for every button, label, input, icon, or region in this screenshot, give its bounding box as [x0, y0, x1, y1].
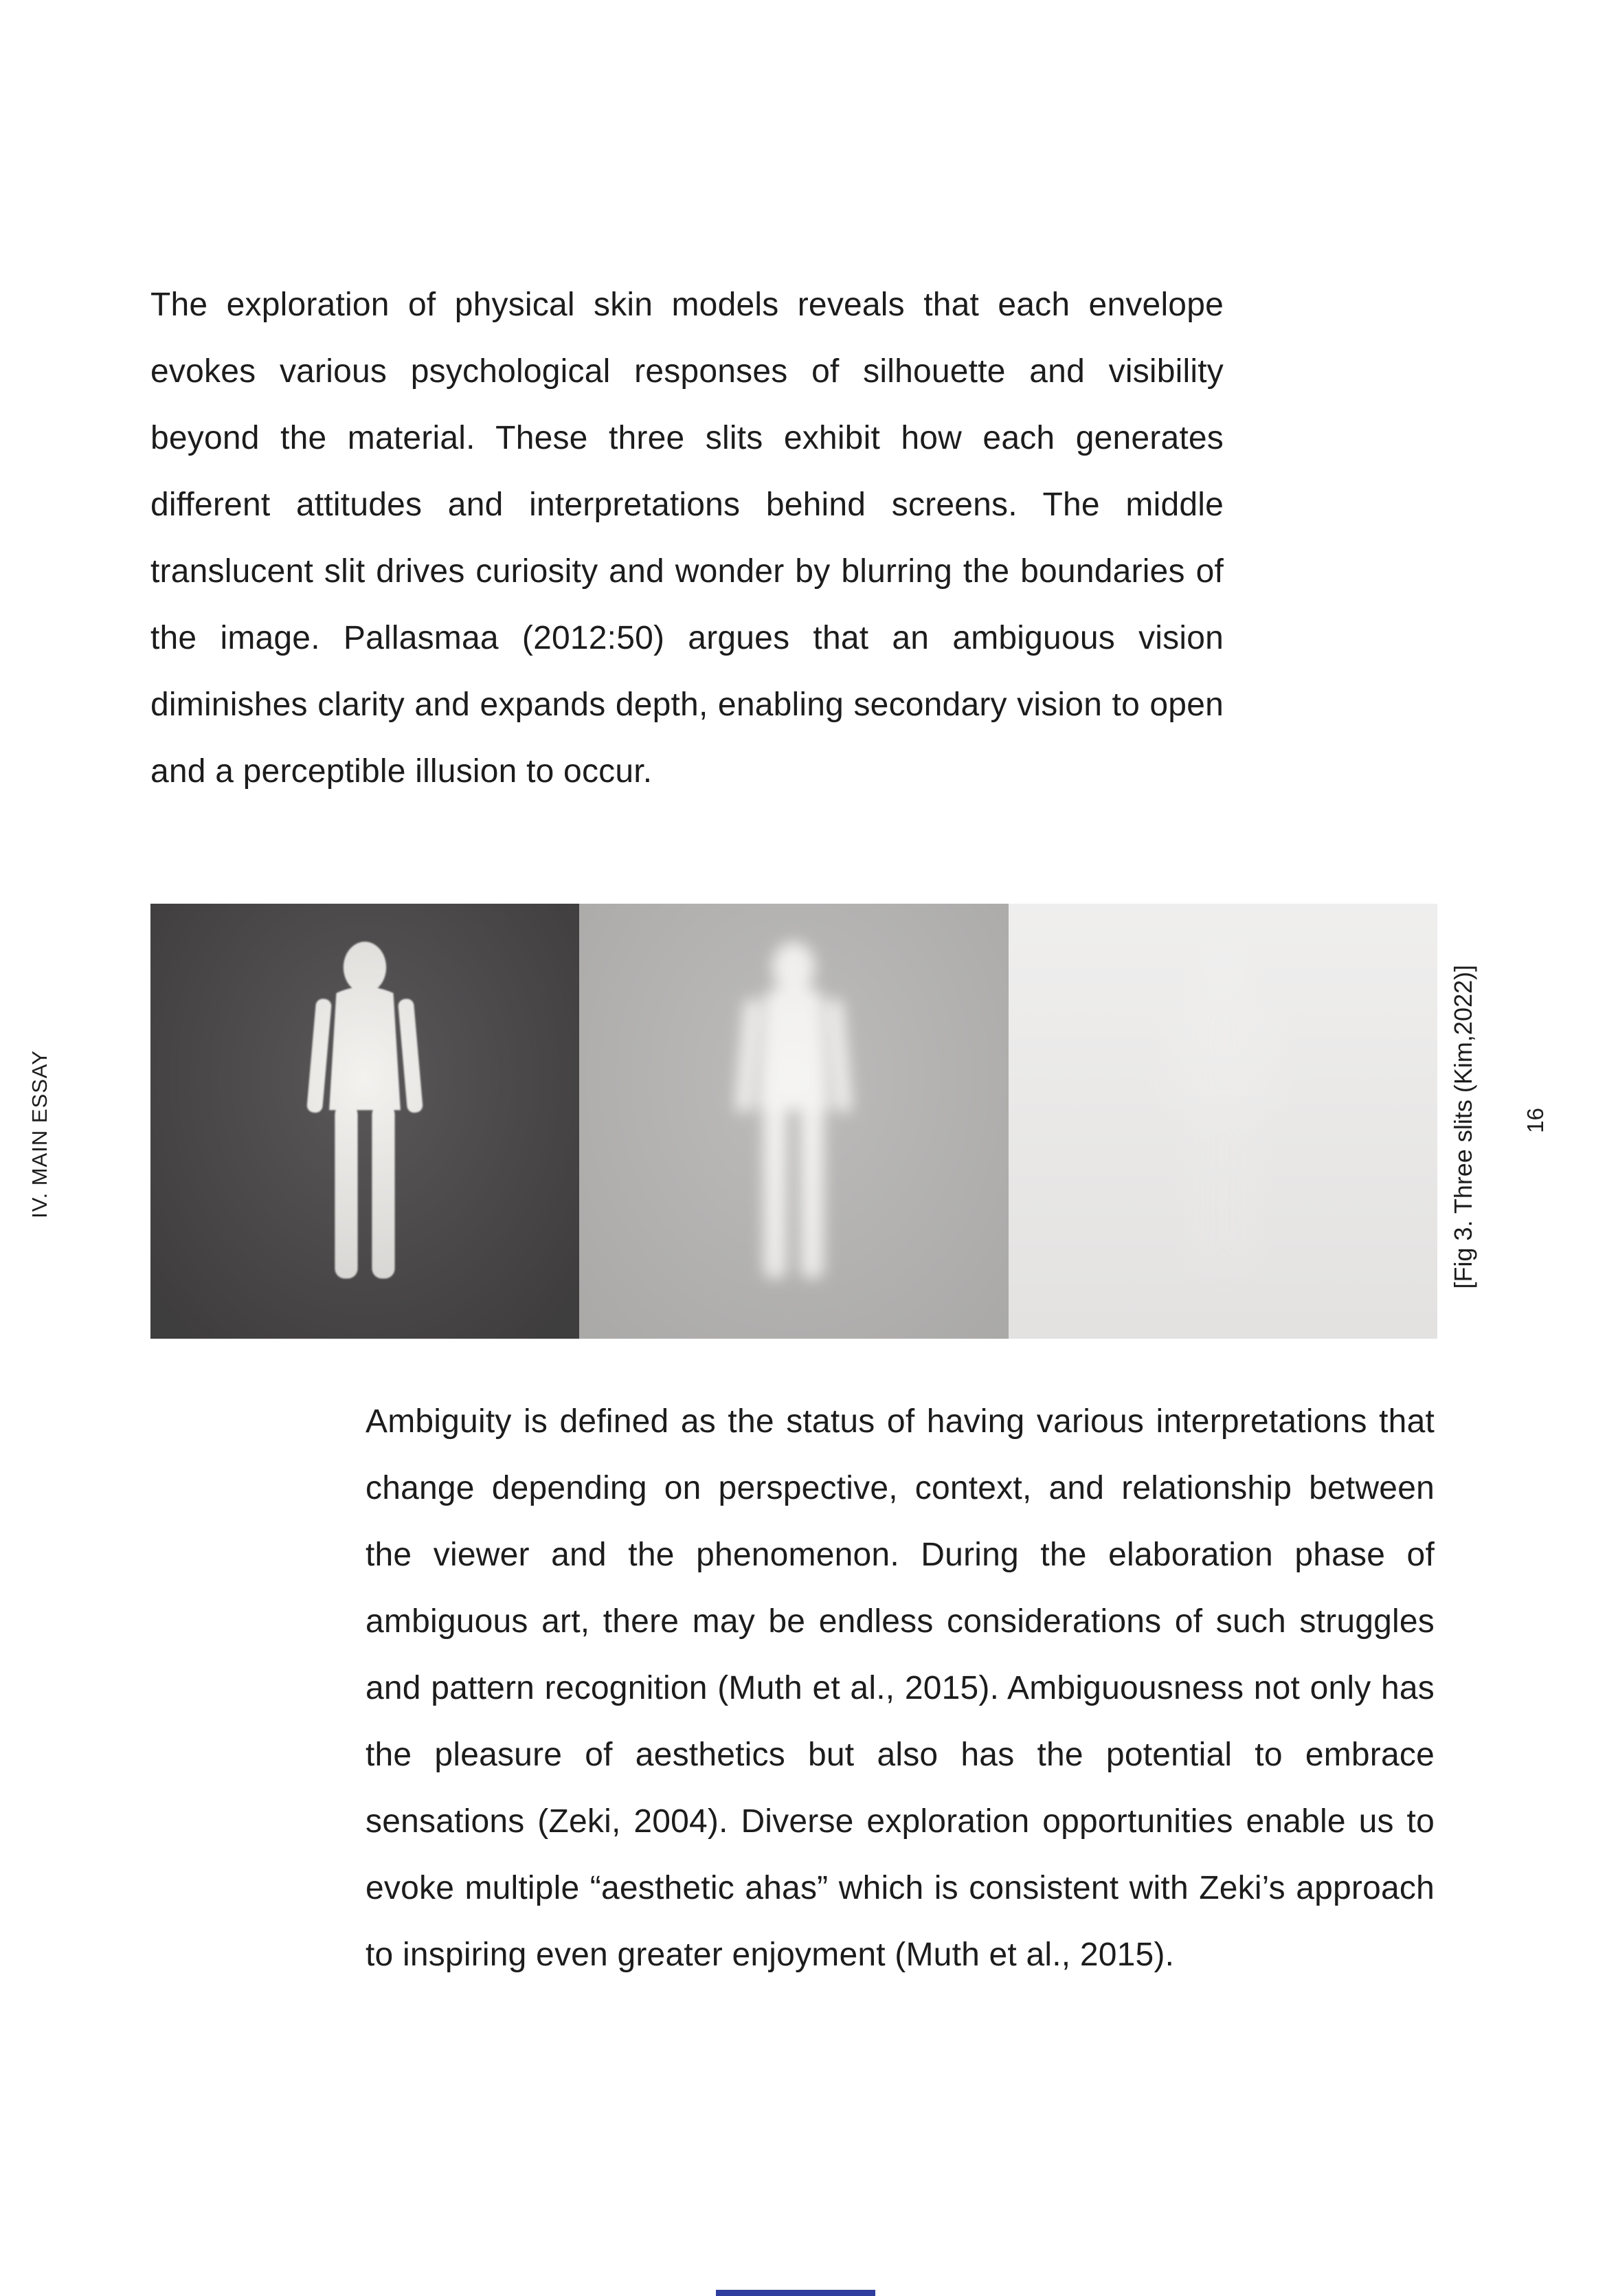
figure-three-slits — [150, 904, 1437, 1339]
body-paragraph-2: Ambiguity is defined as the status of having various interpretations that change depending on perspective, context, and relationship between the viewer and the phenomenon. During the elaboration phase of ambiguous art, there may be endless considerations of such struggles and pattern recognition (Muth et al., 2015). Ambiguousness not only has the pleasure of aesthetics but also has the potential to embrace sensations (Zeki, 2004). Diverse exploration opportunities enable us to evoke multiple “aesthetic ahas” which is consistent with Zeki’s approach to inspiring even greater enjoyment (Muth et al., 2015). — [366, 1403, 1435, 1973]
figure-panel-opaque — [150, 904, 579, 1339]
chapter-sidebar-label-wrap — [19, 1024, 60, 1244]
human-figure-silhouette-blurred — [697, 936, 890, 1307]
figure-caption: [Fig 3. Three slits (Kim,2022)] — [1449, 965, 1477, 1289]
bottom-accent-bar — [716, 2290, 875, 2296]
human-figure-silhouette — [269, 936, 461, 1307]
human-figure-silhouette-faint — [1127, 936, 1319, 1307]
page-number-wrap — [1515, 1072, 1556, 1168]
chapter-sidebar-label: IV. MAIN ESSAY — [27, 1049, 52, 1218]
figure-panel-transparent — [1009, 904, 1437, 1339]
page-number: 16 — [1523, 1107, 1548, 1133]
figure-caption-wrap — [1439, 914, 1487, 1340]
figure-panel-translucent — [579, 904, 1008, 1339]
body-paragraph-1: The exploration of physical skin models reveals that each envelope evokes various psychological responses of silhouette and visibility beyond the material. These three slits exhibit how each generates different attitudes and interpretations behind screens. The middle translucent slit drives curiosity and wonder by blurring the boundaries of the image. Pallasmaa (2012:50) argues that an ambiguous vision diminishes clarity and expands depth, enabling secondary vision to open and a perceptible illusion to occur. — [150, 287, 1224, 790]
